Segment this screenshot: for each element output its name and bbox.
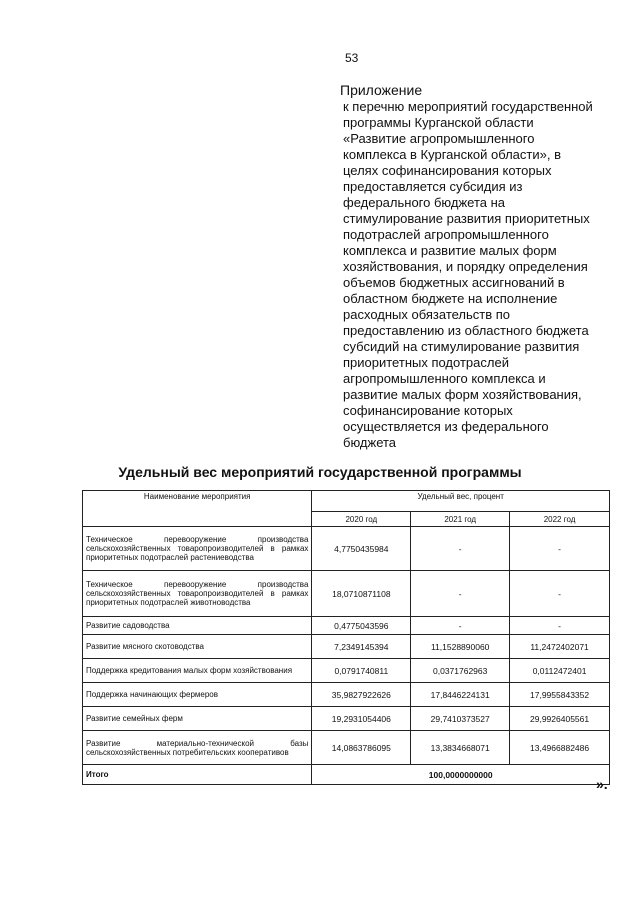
table-row [83,635,610,659]
table-row [83,571,610,617]
row-value: 13,3834668071 [411,731,510,765]
row-value: 14,0863786095 [312,731,411,765]
row-value: - [411,527,510,571]
row-name: Развитие мясного скотоводства [83,635,312,659]
row-value: 4,7750435984 [312,527,411,571]
row-name: Развитие материально-технической базы сельскохозяйственных потребительских кооперативов [83,731,312,765]
row-name: Развитие семейных ферм [83,707,312,731]
row-value: 19,2931054406 [312,707,411,731]
total-row [83,765,610,785]
row-name: Техническое перевооружение производства сельскохозяйственных товаропроизводителей в рамках приоритетных подотраслей животноводства [83,571,312,617]
year-header: 2022 год [510,512,610,527]
row-value: 29,9926405561 [510,707,610,731]
row-value: 35,9827922626 [312,683,411,707]
row-name: Поддержка начинающих фермеров [83,683,312,707]
row-value: 29,7410373527 [411,707,510,731]
row-name: Техническое перевооружение производства сельскохозяйственных товаропроизводителей в рамках приоритетных подотраслей растениеводства [83,527,312,571]
table-row [83,659,610,683]
row-value: 17,8446224131 [411,683,510,707]
total-value: 100,0000000000 [312,765,610,785]
row-value: 18,0710871108 [312,571,411,617]
row-value: 0,0112472401 [510,659,610,683]
table-row [83,707,610,731]
row-name: Поддержка кредитования малых форм хозяйствования [83,659,312,683]
year-header: 2020 год [312,512,411,527]
table-title: Удельный вес мероприятий государственной программы [118,464,522,480]
table-row [83,527,610,571]
appendix-heading: Приложение [340,82,423,98]
row-value: - [411,617,510,635]
row-value: - [411,571,510,617]
col-name-header: Наименование мероприятия [83,491,312,527]
row-value: - [510,527,610,571]
row-value: - [510,571,610,617]
year-header: 2021 год [411,512,510,527]
row-value: 11,1528890060 [411,635,510,659]
row-value: 7,2349145394 [312,635,411,659]
row-value: 0,0371762963 [411,659,510,683]
closing-quote: ». [596,776,608,792]
row-value: 0,0791740811 [312,659,411,683]
page-number: 53 [345,51,359,65]
appendix-text: к перечню мероприятий государственной программы Курганской области «Развитие агропромышленного комплекса в Курганской области», в целях софинансирования которых предоставляется субсидия из федерального бюджета на стимулирование развития приоритетных подотраслей агропромышленного комплекса и развитие малых форм хозяйствования, и порядку определения объемов бюджетных ассигнований в областном бюджете на исполнение расходных обязательств по предоставлению из областного бюджета субсидий на стимулирование развития приоритетных подотраслей агропромышленного комплекса и развитие малых форм хозяйствования, софинансирование которых осуществляется из федерального бюджета [343,99,593,450]
appendix-block [340,82,625,451]
table-row [83,683,610,707]
col-share-header: Удельный вес, процент [312,491,610,512]
row-value: 17,9955843352 [510,683,610,707]
row-name: Развитие садоводства [83,617,312,635]
table-row [83,617,610,635]
row-value: 11,2472402071 [510,635,610,659]
share-table [82,490,610,785]
total-label: Итого [83,765,312,785]
table-row [83,731,610,765]
row-value: 13,4966882486 [510,731,610,765]
row-value: - [510,617,610,635]
row-value: 0,4775043596 [312,617,411,635]
